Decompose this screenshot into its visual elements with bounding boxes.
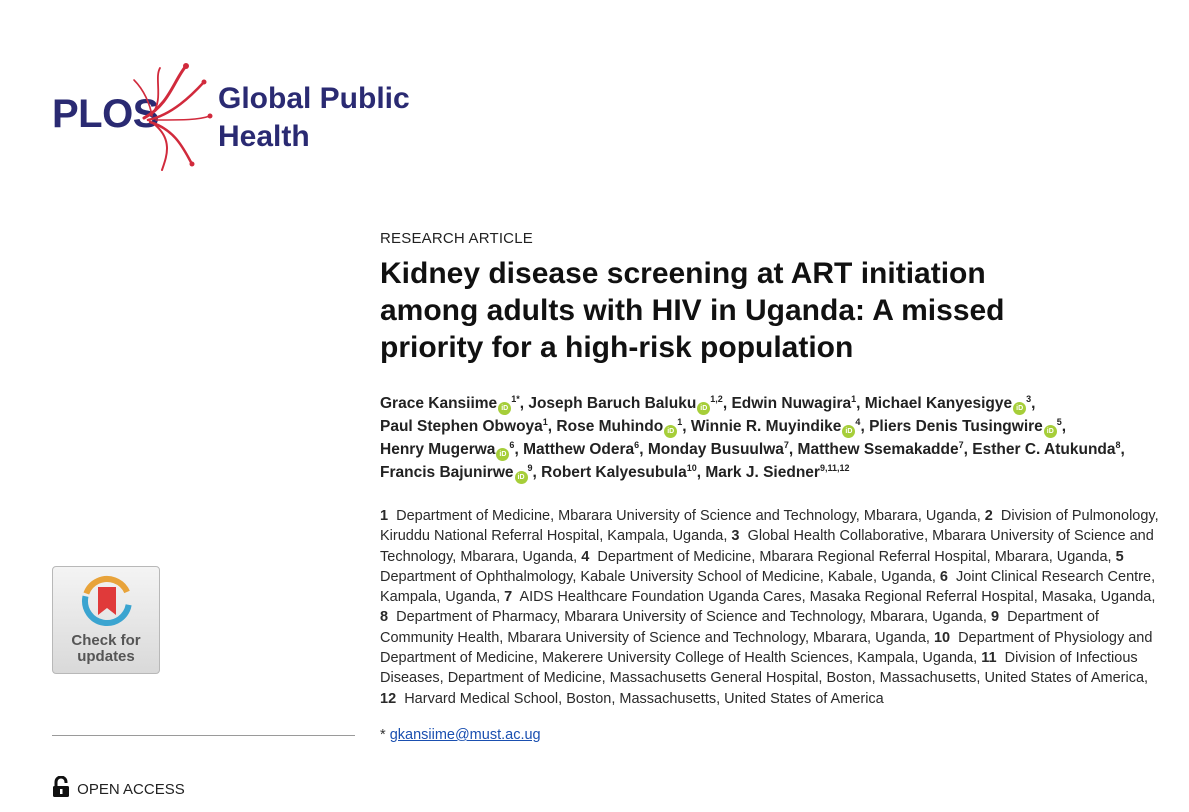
affiliation-text: Department of Ophthalmology, Kabale University School of Medicine, Kabale, Uganda, [380, 568, 936, 585]
orcid-icon[interactable]: iD [496, 448, 509, 461]
affiliation-text: AIDS Healthcare Foundation Uganda Cares, Masaka Regional Referral Hospital, Masaka, Uganda, [519, 589, 1156, 606]
author-name[interactable] [380, 395, 520, 412]
affiliation-text: Department of Pharmacy, Mbarara University of Science and Technology, Mbarara, Uganda, [396, 609, 987, 626]
unlocked-padlock-icon [52, 776, 70, 798]
author-affiliation-marker: 7 [783, 440, 789, 450]
sidebar-divider [52, 735, 355, 736]
correspondence-email-link[interactable]: gkansiime@must.ac.ug [389, 726, 541, 743]
orcid-icon[interactable]: iD [1013, 402, 1026, 415]
affiliation-item [380, 691, 884, 707]
author-name-text: Henry Mugerwa [380, 441, 496, 458]
affiliation-item [581, 549, 1111, 565]
correspondence-marker: * [380, 726, 386, 743]
author-name[interactable] [648, 441, 789, 458]
journal-name-line1: Global Public [218, 82, 410, 115]
author-affiliation-marker: 5 [1056, 417, 1062, 427]
article-header [380, 230, 1160, 743]
author-affiliation-marker: 1,2 [710, 394, 723, 404]
affiliation-item [380, 609, 987, 625]
check-line1: Check for [71, 632, 141, 649]
affiliation-text: Department of Medicine, Mbarara University of Science and Technology, Mbarara, Uganda, [396, 508, 981, 524]
author-name-text: Esther C. Atukunda [972, 441, 1116, 458]
affiliation-number: 1 [380, 508, 389, 524]
affiliation-number: 3 [731, 528, 740, 545]
open-access-indicator [52, 776, 185, 798]
author-affiliation-marker: 9 [527, 463, 533, 473]
author-name[interactable] [380, 464, 533, 481]
author-name[interactable] [541, 464, 697, 481]
author-name-text: Grace Kansiime [380, 395, 498, 412]
author-name-text: Joseph Baruch Baluku [528, 395, 697, 412]
author-name-text: Pliers Denis Tusingwire [869, 418, 1043, 435]
author-affiliation-marker: 10 [686, 463, 697, 473]
affiliation-text: Division of Infectious Diseases, Department of Medicine, Massachusetts General Hospital, Boston, Massachusetts, United States of America, [380, 650, 1149, 687]
affiliation-text: Harvard Medical School, Boston, Massachusetts, United States of America [404, 690, 884, 707]
affiliation-text: Department of Medicine, Mbarara Regional Referral Hospital, Mbarara, Uganda, [597, 548, 1112, 565]
affiliation-item [504, 589, 1155, 605]
check-for-updates-label [53, 633, 159, 665]
orcid-icon[interactable]: iD [515, 471, 528, 484]
author-affiliation-marker: 8 [1115, 440, 1121, 450]
affiliation-number: 6 [939, 568, 948, 585]
author-affiliation-marker: 1 [542, 417, 548, 427]
affiliation-number: 4 [581, 548, 590, 565]
author-name-text: Robert Kalyesubula [541, 464, 687, 481]
section-label: RESEARCH ARTICLE [380, 230, 533, 247]
author-affiliation-marker: 9,11,12 [819, 463, 850, 473]
author-name[interactable] [869, 418, 1062, 435]
affiliation-text: Division of Pulmonology, Kiruddu National Referral Hospital, Kampala, Uganda, [380, 508, 1159, 545]
author-name[interactable] [380, 441, 514, 458]
author-name[interactable] [798, 441, 964, 458]
affiliation-number: 8 [380, 609, 389, 626]
orcid-icon[interactable]: iD [1044, 425, 1057, 438]
author-name[interactable] [691, 418, 861, 435]
author-name[interactable] [731, 395, 856, 412]
author-affiliation-marker: 6 [634, 440, 640, 450]
orcid-icon[interactable]: iD [498, 402, 511, 415]
article-title: Kidney disease screening at ART initiation among adults with HIV in Uganda: A missed priority for a high-risk population [380, 257, 1005, 364]
author-name-text: Monday Busuulwa [647, 441, 784, 458]
orcid-icon[interactable]: iD [664, 425, 677, 438]
journal-name-line2: Health [218, 120, 310, 153]
journal-logo [52, 60, 452, 180]
affiliation-number: 12 [380, 690, 397, 707]
author-name[interactable] [380, 418, 548, 435]
author-name-text: Winnie R. Muyindike [690, 418, 842, 435]
orcid-icon[interactable]: iD [842, 425, 855, 438]
plos-splash-icon [114, 60, 214, 175]
author-affiliation-marker: 7 [958, 440, 964, 450]
affiliation-item [380, 508, 981, 524]
affiliation-number: 5 [1115, 548, 1124, 565]
affiliation-list [380, 506, 1160, 709]
affiliation-number: 11 [981, 650, 997, 667]
affiliation-number: 9 [990, 609, 1000, 626]
affiliation-text: Department of Community Health, Mbarara University of Science and Technology, Mbarara, Uganda, [380, 609, 1099, 646]
author-name[interactable] [523, 441, 639, 458]
author-affiliation-marker: 1 [851, 394, 857, 404]
author-name-text: Matthew Ssemakadde [797, 441, 959, 458]
author-name-text: Paul Stephen Obwoya [380, 418, 543, 435]
journal-name [218, 80, 410, 156]
author-name[interactable] [556, 418, 682, 435]
crossmark-icon [81, 575, 133, 631]
author-name-text: Francis Bajunirwe [380, 464, 514, 481]
affiliation-text: Joint Clinical Research Centre, Kampala, Uganda, [380, 568, 1156, 606]
publisher-wordmark: PLOS [52, 92, 159, 136]
author-name[interactable] [972, 441, 1120, 458]
author-affiliation-marker: 1 [677, 417, 683, 427]
author-name-text: Michael Kanyesigye [864, 395, 1013, 412]
affiliation-number: 2 [984, 508, 993, 524]
open-access-label: OPEN ACCESS [77, 781, 185, 798]
affiliation-text: Department of Physiology and Department of Medicine, Makerere University College of Health Sciences, Kampala, Uganda, [380, 629, 1153, 667]
author-affiliation-marker: 1* [511, 394, 520, 404]
affiliation-number: 10 [933, 629, 951, 646]
author-affiliation-marker: 3 [1026, 394, 1032, 404]
check-line2: updates [77, 648, 135, 665]
check-for-updates-badge[interactable] [52, 566, 160, 674]
correspondence [380, 727, 1160, 743]
author-affiliation-marker: 6 [509, 440, 515, 450]
author-name-text: Edwin Nuwagira [731, 395, 852, 412]
author-affiliation-marker: 4 [855, 417, 861, 427]
orcid-icon[interactable]: iD [697, 402, 710, 415]
author-name[interactable] [528, 395, 722, 412]
author-name-text: Mark J. Siedner [705, 464, 820, 481]
affiliation-number: 7 [504, 589, 513, 606]
author-name[interactable] [705, 464, 849, 481]
author-name-text: Matthew Odera [523, 441, 635, 458]
author-name-text: Rose Muhindo [556, 418, 664, 435]
affiliation-text: Global Health Collaborative, Mbarara University of Science and Technology, Mbarara, Uganda, [380, 528, 1154, 565]
author-name[interactable] [865, 395, 1031, 412]
author-list: Grace Kansiime $iD^{1*}$, Joseph Baruch Baluku iD$^{1,2}$, Edwin Nuwagira$^1$, Michael Kanyesigye $iD^3$, Paul Stephen Obwoya$^1$, Rose Muhindo $iD^1$, Winnie R. Muyindike $iD^4$, Pliers Denis Tusingwire $iD^5$, Henry Mugerwa $iD^6$, Matthew Odera$^6$, Monday Busuulwa$^7$, Matthew Ssemakadde$^7$, Esther C. Atukunda$^8$, Francis Bajunirwe $iD^9$, Robert Kalyesubula$^{10}$, Mark J. Siedner$^{9,11,12}$ [380, 392, 1160, 484]
